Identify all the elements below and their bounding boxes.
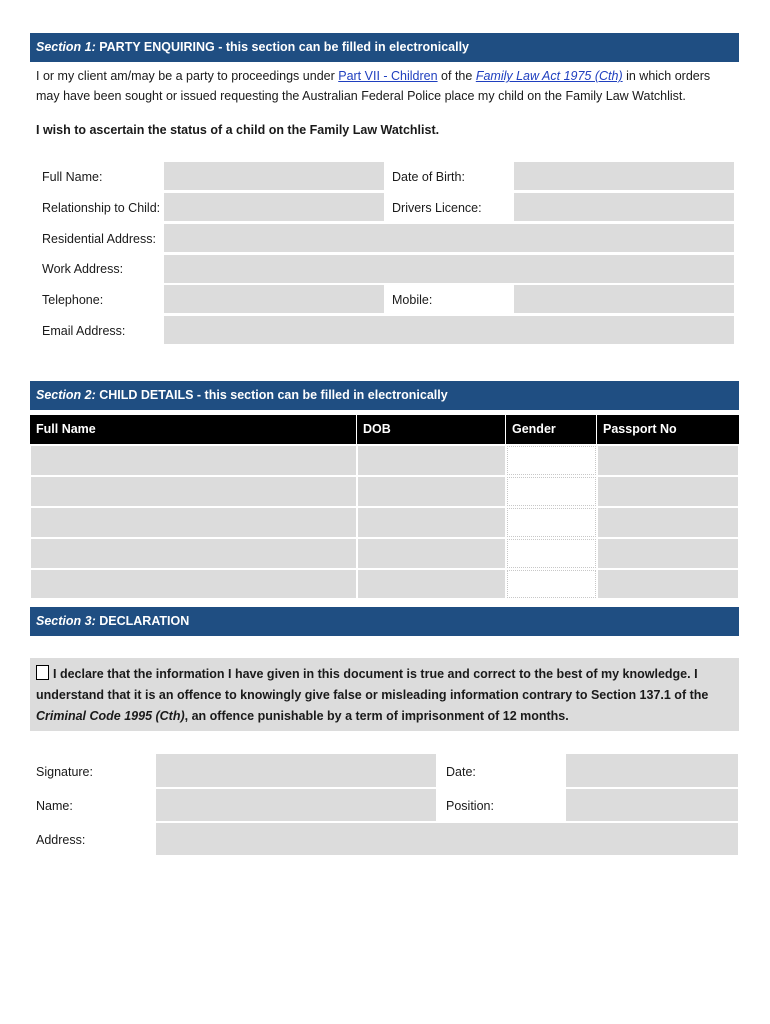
child-dob-cell[interactable] — [357, 507, 506, 538]
section2-title: CHILD DETAILS - this section can be filled in electronically — [99, 388, 448, 402]
child-dob-cell[interactable] — [357, 569, 506, 599]
name-label: Name: — [36, 799, 73, 813]
name-field[interactable] — [155, 788, 437, 822]
work-input[interactable] — [164, 255, 734, 283]
intro-text-2: of the — [437, 69, 476, 83]
col-dob: DOB — [357, 415, 505, 444]
intro-text-1: I or my client am/may be a party to proceedings under — [36, 69, 339, 83]
licence-field[interactable] — [513, 192, 735, 222]
telephone-input[interactable] — [164, 285, 384, 313]
dob-input[interactable] — [514, 162, 734, 190]
child-passport-cell[interactable] — [597, 445, 739, 476]
section1-prefix: Section 1: — [36, 40, 96, 54]
child-gender-cell[interactable] — [507, 539, 596, 568]
relationship-label: Relationship to Child: — [42, 201, 161, 215]
child-fullname-cell[interactable] — [30, 476, 357, 507]
child-dob-cell[interactable] — [357, 476, 506, 507]
part7-link[interactable]: Part VII - Children — [338, 69, 438, 83]
child-gender-cell[interactable] — [507, 477, 596, 506]
child-gender-cell[interactable] — [507, 508, 596, 537]
child-dob-cell[interactable] — [357, 538, 506, 569]
col-passport: Passport No — [597, 415, 739, 444]
child-gender-cell[interactable] — [507, 446, 596, 475]
residential-input[interactable] — [164, 224, 734, 252]
child-passport-cell[interactable] — [597, 538, 739, 569]
child-passport-cell[interactable] — [597, 569, 739, 599]
dob-label: Date of Birth: — [392, 170, 465, 184]
full-name-field[interactable] — [163, 161, 385, 191]
signature-label: Signature: — [36, 765, 93, 779]
child-fullname-cell[interactable] — [30, 507, 357, 538]
child-fullname-cell[interactable] — [30, 569, 357, 599]
child-passport-cell[interactable] — [597, 476, 739, 507]
child-dob-cell[interactable] — [357, 445, 506, 476]
email-field[interactable] — [163, 315, 735, 345]
section3-prefix: Section 3: — [36, 614, 96, 628]
child-fullname-cell[interactable] — [30, 445, 357, 476]
intro-text-3: in which orders may have been sought or issued requesting the Australian Federal Police place my child on the Family Law Watchlist. — [36, 69, 711, 103]
declaration-part2: , an offence punishable by a term of imprisonment of 12 months. — [184, 709, 569, 723]
name-input[interactable] — [156, 789, 436, 821]
signature-field[interactable] — [155, 753, 437, 788]
child-gender-cell[interactable] — [507, 570, 596, 598]
licence-label: Drivers Licence: — [392, 201, 482, 215]
email-label: Email Address: — [42, 324, 126, 338]
residential-label: Residential Address: — [42, 232, 156, 246]
address-input[interactable] — [156, 823, 738, 855]
work-field[interactable] — [163, 254, 735, 284]
section1-intro — [36, 66, 736, 106]
relationship-field[interactable] — [163, 192, 385, 222]
work-label: Work Address: — [42, 262, 124, 276]
address-label: Address: — [36, 833, 86, 847]
col-full-name: Full Name — [30, 415, 356, 444]
family-law-act-link[interactable]: Family Law Act 1975 (Cth) — [475, 69, 623, 83]
signature-input[interactable] — [156, 754, 436, 787]
dob-field[interactable] — [513, 161, 735, 191]
watchlist-statement: I wish to ascertain the status of a child on the Family Law Watchlist. — [36, 123, 440, 137]
mobile-field[interactable] — [513, 284, 735, 314]
col-gender: Gender — [506, 415, 596, 444]
address-field[interactable] — [155, 822, 739, 856]
section1-header — [30, 33, 739, 62]
declaration-part1: I declare that the information I have given in this document is true and correct to the best of my knowledge. I understand that it is an offence to knowingly give false or misleading information contrary to Section 137.1 of the — [36, 667, 709, 702]
section3-title: DECLARATION — [99, 614, 190, 628]
position-field[interactable] — [565, 788, 739, 822]
section1-title: PARTY ENQUIRING - this section can be filled in electronically — [99, 40, 469, 54]
full-name-label: Full Name: — [42, 170, 103, 184]
telephone-field[interactable] — [163, 284, 385, 314]
position-label: Position: — [446, 799, 494, 813]
declaration-checkbox[interactable] — [36, 665, 49, 680]
mobile-label: Mobile: — [392, 293, 433, 307]
section2-prefix: Section 2: — [36, 388, 96, 402]
declaration-text — [36, 664, 734, 727]
date-field[interactable] — [565, 753, 739, 788]
child-fullname-cell[interactable] — [30, 538, 357, 569]
telephone-label: Telephone: — [42, 293, 104, 307]
mobile-input[interactable] — [514, 285, 734, 313]
relationship-input[interactable] — [164, 193, 384, 221]
section2-header — [30, 381, 739, 410]
date-input[interactable] — [566, 754, 738, 787]
residential-field[interactable] — [163, 223, 735, 253]
date-label: Date: — [446, 765, 476, 779]
licence-input[interactable] — [514, 193, 734, 221]
criminal-code-ref: Criminal Code 1995 (Cth) — [36, 709, 185, 723]
position-input[interactable] — [566, 789, 738, 821]
section3-header — [30, 607, 739, 636]
email-input[interactable] — [164, 316, 734, 344]
full-name-input[interactable] — [164, 162, 384, 190]
child-passport-cell[interactable] — [597, 507, 739, 538]
